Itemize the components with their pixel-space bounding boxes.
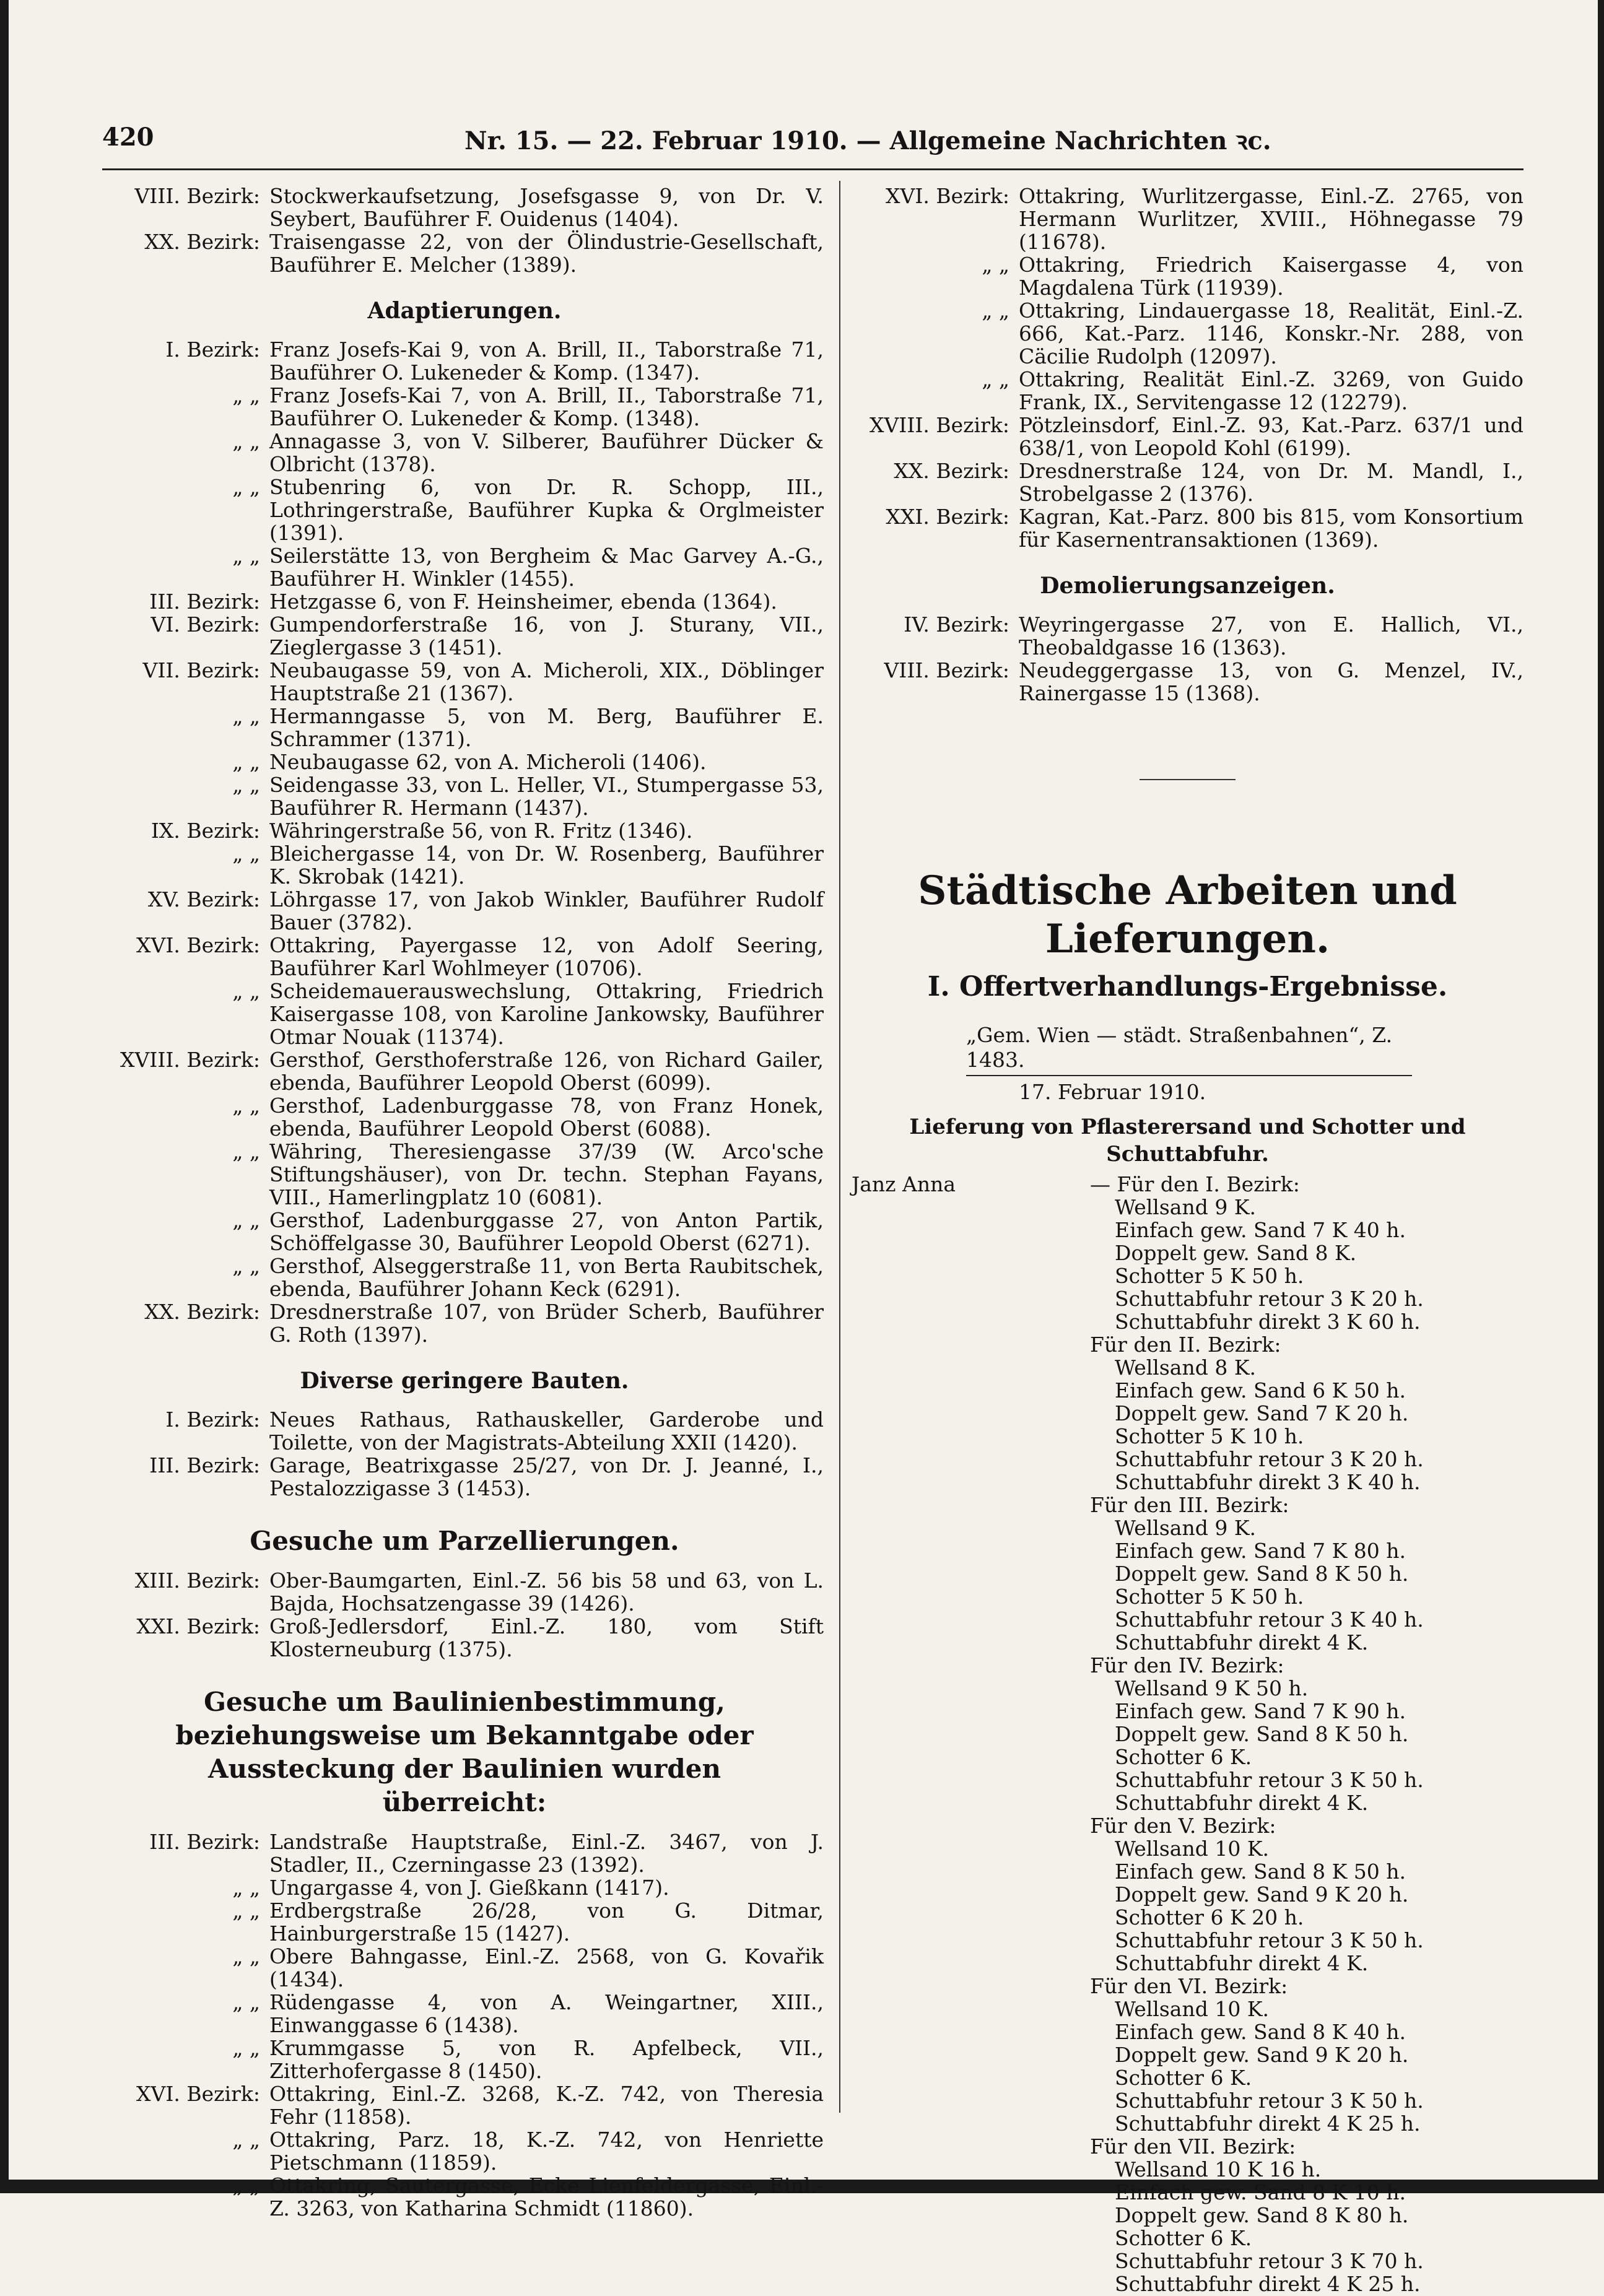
district-label: III. Bezirk: <box>149 1453 260 1477</box>
entry-text: Hermanngasse 5, von M. Berg, Bauführer E. Schrammer (1371). <box>269 704 824 751</box>
entry-text: Gersthof, Ladenburggasse 78, von Franz Honek, ebenda, Bauführer Leopold Oberst (6088). <box>269 1094 824 1141</box>
main-section-title: Städtische Arbeiten und Lieferungen. <box>918 868 1457 962</box>
listing-entry <box>105 544 824 590</box>
entry-text: Löhrgasse 17, von Jakob Winkler, Bauführer Rudolf Bauer (3782). <box>269 887 824 934</box>
price-item: Schotter 6 K. <box>1115 2066 1252 2090</box>
entry-list <box>852 185 1523 551</box>
scan-edge-left <box>0 0 9 2193</box>
listing-entry <box>105 1094 824 1140</box>
price-item: Schotter 5 K 50 h. <box>1115 1264 1304 1288</box>
district-label: VIII. Bezirk: <box>134 184 260 208</box>
price-item: Schuttabfuhr retour 3 K 50 h. <box>1115 1928 1424 1952</box>
listing-entry <box>105 888 824 934</box>
section-heading: Demolierungsanzeigen. <box>1040 573 1335 599</box>
price-item: Schotter 5 K 50 h. <box>1115 1585 1304 1609</box>
price-item: Schotter 6 K 20 h. <box>1115 1905 1304 1929</box>
entry-list <box>105 1569 824 1661</box>
entry-text: Krummgasse 5, von R. Apfelbeck, VII., Zitterhofergasse 8 (1450). <box>269 2036 824 2083</box>
section-heading: Gesuche um Parzellierungen. <box>250 1526 679 1556</box>
entry-text: Franz Josefs-Kai 7, von A. Brill, II., Taborstraße 71, Bauführer O. Lukeneder & Komp. (1348). <box>269 383 824 430</box>
price-item: Schuttabfuhr direkt 4 K 25 h. <box>1115 2272 1421 2296</box>
district-label: „ „ <box>232 773 260 797</box>
district-label: „ „ <box>232 2036 260 2060</box>
district-label: XX. Bezirk: <box>144 1300 260 1324</box>
entry-text: Stubenring 6, von Dr. R. Schopp, III., Lothringerstraße, Bauführer Kupka & Orglmeister (1391). <box>269 475 824 545</box>
district-label: „ „ <box>232 1208 260 1232</box>
district-label: „ „ <box>232 1898 260 1923</box>
entry-text: Ottakring, Lindauergasse 18, Realität, Einl.-Z. 666, Kat.-Parz. 1146, Konskr.-Nr. 288, von Cäcilie Rudolph (12097). <box>1019 298 1523 368</box>
entry-text: Ottakring, Wurlitzergasse, Einl.-Z. 2765, von Hermann Wurlitzer, XVIII., Höhnegasse 79 (11678). <box>1019 184 1523 254</box>
district-label: I. Bezirk: <box>165 337 260 362</box>
listing-entry <box>105 1209 824 1255</box>
page-header <box>102 123 1520 160</box>
listing-entry <box>105 590 824 613</box>
subsection-title: I. Offertverhandlungs-Ergebnisse. <box>927 971 1448 1002</box>
listing-entry <box>852 185 1523 253</box>
listing-entry <box>105 2174 824 2220</box>
listing-entry <box>852 505 1523 551</box>
price-item: Wellsand 9 K 50 h. <box>1115 1676 1309 1700</box>
price-item: Einfach gew. Sand 6 K 50 h. <box>1115 1378 1406 1402</box>
listing-entry <box>105 705 824 750</box>
entry-list <box>852 613 1523 705</box>
district-label: „ „ <box>232 841 260 866</box>
listing-entry <box>105 2037 824 2082</box>
listing-entry <box>105 476 824 544</box>
header-rule <box>102 168 1523 170</box>
listing-entry <box>105 1408 824 1454</box>
entry-text: Ottakring, Payergasse 12, von Adolf Seering, Bauführer Karl Wohlmeyer (10706). <box>269 933 824 980</box>
price-item: Einfach gew. Sand 8 K 50 h. <box>1115 1859 1406 1884</box>
price-item: Schuttabfuhr direkt 4 K. <box>1115 1951 1369 1975</box>
listing-entry <box>852 414 1523 459</box>
entry-text: Pötzleinsdorf, Einl.-Z. 93, Kat.-Parz. 637/1 und 638/1, von Leopold Kohl (6199). <box>1019 413 1523 460</box>
district-heading: Für den VII. Bezirk: <box>1090 2134 1296 2159</box>
page-number: 420 <box>102 123 154 152</box>
entry-text: Garage, Beatrixgasse 25/27, von Dr. J. Jeanné, I., Pestalozzigasse 3 (1453). <box>269 1453 824 1500</box>
reference-line: „Gem. Wien — städt. Straßenbahnen“, Z. 1483. <box>966 1023 1412 1076</box>
district-heading: — Für den I. Bezirk: <box>1090 1172 1300 1196</box>
district-label: „ „ <box>232 383 260 407</box>
price-item: Wellsand 10 K. <box>1115 1997 1269 2021</box>
listing-entry <box>105 1569 824 1615</box>
district-label: XV. Bezirk: <box>147 887 260 911</box>
district-label: „ „ <box>232 2173 260 2198</box>
price-item: Schotter 6 K. <box>1115 1745 1252 1769</box>
entry-text: Gumpendorferstraße 16, von J. Sturany, VII., Zieglergasse 3 (1451). <box>269 612 824 659</box>
listing-entry <box>105 842 824 888</box>
listing-entry <box>105 1615 824 1661</box>
listing-entry <box>852 659 1523 705</box>
listing-entry <box>105 980 824 1048</box>
district-heading: Für den V. Bezirk: <box>1090 1814 1276 1838</box>
district-label: „ „ <box>232 429 260 453</box>
listing-entry <box>852 253 1523 299</box>
entry-text: Seilerstätte 13, von Bergheim & Mac Garvey A.-G., Bauführer H. Winkler (1455). <box>269 544 824 591</box>
district-label: VI. Bezirk: <box>150 612 260 637</box>
district-label: „ „ <box>232 750 260 774</box>
price-item: Wellsand 8 K. <box>1115 1355 1256 1380</box>
entry-text: Neudeggergasse 13, von G. Menzel, IV., Rainergasse 15 (1368). <box>1019 658 1523 705</box>
delivery-title: Lieferung von Pflasterersand und Schotter und Schuttabfuhr. <box>909 1115 1466 1167</box>
entry-text: Ottakring, Realität Einl.-Z. 3269, von Guido Frank, IX., Servitengasse 12 (12279). <box>1019 367 1523 414</box>
district-label: „ „ <box>232 2128 260 2152</box>
listing-entry <box>105 338 824 384</box>
price-item: Doppelt gew. Sand 9 K 20 h. <box>1115 1882 1409 1907</box>
section-heading: Gesuche um Baulinienbestimmung, beziehungsweise um Bekanntgabe oder Aussteckung der Baulinien wurden überreicht: <box>175 1687 754 1817</box>
listing-entry <box>105 659 824 705</box>
entry-text: Kagran, Kat.-Parz. 800 bis 815, vom Konsortium für Kasernentransaktionen (1369). <box>1019 505 1523 552</box>
district-label: XXI. Bezirk: <box>886 505 1009 529</box>
price-item: Einfach gew. Sand 8 K 10 h. <box>1115 2180 1406 2204</box>
price-item: Doppelt gew. Sand 8 K 50 h. <box>1115 1722 1409 1746</box>
left-column <box>105 185 824 2220</box>
entry-text: Dresdnerstraße 107, von Brüder Scherb, Bauführer G. Roth (1397). <box>269 1300 824 1347</box>
district-label: „ „ <box>232 1990 260 2014</box>
entry-text: Dresdnerstraße 124, von Dr. M. Mandl, I., Strobelgasse 2 (1376). <box>1019 459 1523 506</box>
entry-text: Gersthof, Ladenburggasse 27, von Anton Partik, Schöffelgasse 30, Bauführer Leopold Oberst (6271). <box>269 1208 824 1255</box>
entry-text: Obere Bahngasse, Einl.-Z. 2568, von G. Kovařik (1434). <box>269 1944 824 1991</box>
district-label: „ „ <box>232 1254 260 1278</box>
listing-entry <box>105 613 824 659</box>
price-item: Schuttabfuhr retour 3 K 50 h. <box>1115 2089 1424 2113</box>
price-item: Doppelt gew. Sand 8 K 80 h. <box>1115 2203 1409 2227</box>
price-item: Wellsand 9 K. <box>1115 1195 1256 1219</box>
price-item: Schotter 6 K. <box>1115 2226 1252 2250</box>
district-label: „ „ <box>982 298 1009 323</box>
entry-text: Stockwerkaufsetzung, Josefsgasse 9, von Dr. V. Seybert, Bauführer F. Ouidenus (1404). <box>269 184 824 231</box>
entry-text: Erdbergstraße 26/28, von G. Ditmar, Hainburgerstraße 15 (1427). <box>269 1898 824 1946</box>
price-item: Schuttabfuhr retour 3 K 40 h. <box>1115 1607 1424 1632</box>
price-item: Einfach gew. Sand 8 K 40 h. <box>1115 2020 1406 2044</box>
entry-text: Neues Rathaus, Rathauskeller, Garderobe und Toilette, von der Magistrats-Abteilung XXII (1420). <box>269 1407 824 1455</box>
right-column <box>852 185 1523 2295</box>
district-heading: Für den III. Bezirk: <box>1090 1493 1289 1517</box>
district-label: XX. Bezirk: <box>894 459 1009 483</box>
listing-entry <box>105 230 824 276</box>
district-label: I. Bezirk: <box>165 1407 260 1432</box>
entry-text: Währing, Theresiengasse 37/39 (W. Arco'sche Stiftungshäuser), von Dr. techn. Stephan Fayans, VIII., Hamerlingplatz 10 (6081). <box>269 1139 824 1209</box>
district-label: „ „ <box>232 1944 260 1968</box>
district-label: „ „ <box>232 1876 260 1900</box>
district-heading: Für den VI. Bezirk: <box>1090 1974 1288 1998</box>
entry-text: Groß-Jedlersdorf, Einl.-Z. 180, vom Stift Klosterneuburg (1375). <box>269 1614 824 1661</box>
district-label: „ „ <box>232 979 260 1003</box>
listing-entry <box>105 1945 824 1991</box>
price-item: Schuttabfuhr direkt 4 K 25 h. <box>1115 2111 1421 2136</box>
entry-text: Gersthof, Alseggerstraße 11, von Berta Raubitschek, ebenda, Bauführer Johann Keck (6291). <box>269 1254 824 1301</box>
price-item: Schuttabfuhr direkt 4 K. <box>1115 1630 1369 1655</box>
entry-text: Landstraße Hauptstraße, Einl.-Z. 3467, von J. Stadler, II., Czerningasse 23 (1392). <box>269 1830 824 1877</box>
district-label: III. Bezirk: <box>149 1830 260 1854</box>
entry-list <box>105 338 824 1346</box>
entry-text: Annagasse 3, von V. Silberer, Bauführer Dücker & Olbricht (1378). <box>269 429 824 476</box>
price-item: Wellsand 10 K 16 h. <box>1115 2157 1322 2181</box>
district-label: IX. Bezirk: <box>150 819 260 843</box>
district-label: „ „ <box>232 475 260 499</box>
listing-entry <box>105 1830 824 1876</box>
entry-text: Bleichergasse 14, von Dr. W. Rosenberg, Bauführer K. Skrobak (1421). <box>269 841 824 889</box>
entry-list <box>105 1830 824 2220</box>
listing-entry <box>105 773 824 819</box>
price-item: Doppelt gew. Sand 8 K. <box>1115 1241 1357 1265</box>
district-heading: Für den II. Bezirk: <box>1090 1333 1281 1357</box>
bid-items <box>1090 1173 1523 2295</box>
section-heading: Diverse geringere Bauten. <box>300 1368 629 1394</box>
district-label: „ „ <box>982 367 1009 391</box>
entry-text: Ottakring, Sautergasse, Ecke Lienfeldergasse, Einl.-Z. 3263, von Katharina Schmidt (11860). <box>269 2173 824 2220</box>
date-line: 17. Februar 1910. <box>1019 1080 1206 1104</box>
listing-entry <box>105 1991 824 2037</box>
district-label: III. Bezirk: <box>149 589 260 614</box>
district-label: XVIII. Bezirk: <box>869 413 1009 437</box>
district-label: XIII. Bezirk: <box>134 1568 260 1593</box>
section-separator <box>1140 779 1236 780</box>
section-heading: Adaptierungen. <box>367 298 562 324</box>
district-label: „ „ <box>982 253 1009 277</box>
listing-entry <box>105 1899 824 1945</box>
listing-entry <box>105 2128 824 2174</box>
district-label: „ „ <box>232 1094 260 1118</box>
entry-text: Ottakring, Friedrich Kaisergasse 4, von Magdalena Türk (11939). <box>1019 253 1523 300</box>
entry-text: Ottakring, Parz. 18, K.-Z. 742, von Henriette Pietschmann (11859). <box>269 2128 824 2175</box>
price-item: Schuttabfuhr direkt 3 K 60 h. <box>1115 1310 1421 1334</box>
price-item: Schuttabfuhr direkt 4 K. <box>1115 1791 1369 1815</box>
entry-text: Ober-Baumgarten, Einl.-Z. 56 bis 58 und 63, von L. Bajda, Hochsatzengasse 39 (1426). <box>269 1568 824 1615</box>
listing-entry <box>105 1255 824 1300</box>
entry-text: Rüdengasse 4, von A. Weingartner, XIII., Einwanggasse 6 (1438). <box>269 1990 824 2037</box>
entry-text: Traisengasse 22, von der Ölindustrie-Gesellschaft, Bauführer E. Melcher (1389). <box>269 230 824 277</box>
listing-entry <box>105 1454 824 1500</box>
district-label: XVI. Bezirk: <box>136 933 260 957</box>
district-label: „ „ <box>232 1139 260 1163</box>
entry-text: Neubaugasse 62, von A. Micheroli (1406). <box>269 750 707 774</box>
column-divider <box>839 181 840 2113</box>
district-label: XVIII. Bezirk: <box>120 1048 260 1072</box>
price-item: Schuttabfuhr retour 3 K 20 h. <box>1115 1447 1424 1471</box>
district-label: „ „ <box>232 704 260 728</box>
price-item: Schuttabfuhr direkt 3 K 40 h. <box>1115 1470 1421 1494</box>
listing-entry <box>105 2082 824 2128</box>
price-item: Einfach gew. Sand 7 K 40 h. <box>1115 1218 1406 1242</box>
running-head: Nr. 15. — 22. Februar 1910. — Allgemeine Nachrichten ꝛc. <box>464 126 1271 155</box>
entry-text: Weyringergasse 27, von E. Hallich, VI., Theobaldgasse 16 (1363). <box>1019 612 1523 659</box>
listing-entry <box>852 613 1523 659</box>
price-item: Doppelt gew. Sand 7 K 20 h. <box>1115 1401 1409 1425</box>
listing-entry <box>105 1048 824 1094</box>
listing-entry <box>105 185 824 230</box>
district-label: XXI. Bezirk: <box>136 1614 260 1638</box>
entry-text: Franz Josefs-Kai 9, von A. Brill, II., Taborstraße 71, Bauführer O. Lukeneder & Komp. (1347). <box>269 337 824 385</box>
listing-entry <box>105 1876 824 1899</box>
listing-entry <box>852 299 1523 368</box>
district-label: XX. Bezirk: <box>144 230 260 254</box>
price-item: Schuttabfuhr retour 3 K 50 h. <box>1115 1768 1424 1792</box>
listing-entry <box>105 1140 824 1209</box>
district-heading: Für den IV. Bezirk: <box>1090 1653 1284 1677</box>
entry-list <box>105 185 824 276</box>
price-item: Einfach gew. Sand 7 K 80 h. <box>1115 1539 1406 1563</box>
entry-text: Währingerstraße 56, von R. Fritz (1346). <box>269 819 693 843</box>
entry-text: Neubaugasse 59, von A. Micheroli, XIX., Döblinger Hauptstraße 21 (1367). <box>269 658 824 705</box>
listing-entry <box>105 819 824 842</box>
price-item: Doppelt gew. Sand 8 K 50 h. <box>1115 1562 1409 1586</box>
district-label: XVI. Bezirk: <box>886 184 1009 208</box>
entry-text: Ottakring, Einl.-Z. 3268, K.-Z. 742, von Theresia Fehr (11858). <box>269 2082 824 2129</box>
district-label: XVI. Bezirk: <box>136 2082 260 2106</box>
price-item: Einfach gew. Sand 7 K 90 h. <box>1115 1699 1406 1723</box>
listing-entry <box>852 459 1523 505</box>
listing-entry <box>105 1300 824 1346</box>
scan-edge-right <box>1598 0 1604 2193</box>
listing-entry <box>105 430 824 476</box>
price-item: Wellsand 10 K. <box>1115 1837 1269 1861</box>
price-item: Schotter 5 K 10 h. <box>1115 1424 1304 1448</box>
entry-text: Ungargasse 4, von J. Gießkann (1417). <box>269 1876 669 1900</box>
price-item: Doppelt gew. Sand 9 K 20 h. <box>1115 2043 1409 2067</box>
listing-entry <box>105 384 824 430</box>
bid-block <box>852 1173 1523 2295</box>
district-label: IV. Bezirk: <box>904 612 1009 637</box>
district-label: „ „ <box>232 544 260 568</box>
price-item: Schuttabfuhr retour 3 K 70 h. <box>1115 2249 1424 2273</box>
district-label: VIII. Bezirk: <box>884 658 1009 682</box>
district-label: VII. Bezirk: <box>142 658 260 682</box>
entry-text: Seidengasse 33, von L. Heller, VI., Stumpergasse 53, Bauführer R. Hermann (1437). <box>269 773 824 820</box>
entry-text: Hetzgasse 6, von F. Heinsheimer, ebenda (1364). <box>269 589 777 614</box>
entry-list <box>105 1408 824 1500</box>
price-item: Schuttabfuhr retour 3 K 20 h. <box>1115 1287 1424 1311</box>
listing-entry <box>105 750 824 773</box>
listing-entry <box>852 368 1523 414</box>
listing-entry <box>105 934 824 980</box>
entry-text: Gersthof, Gersthoferstraße 126, von Richard Gailer, ebenda, Bauführer Leopold Oberst (6099). <box>269 1048 824 1095</box>
bidder-name: Janz Anna <box>852 1172 956 1196</box>
price-item: Wellsand 9 K. <box>1115 1516 1256 1540</box>
entry-text: Scheidemauerauswechslung, Ottakring, Friedrich Kaisergasse 108, von Karoline Jankowsky, Bauführer Otmar Nouak (11374). <box>269 979 824 1049</box>
